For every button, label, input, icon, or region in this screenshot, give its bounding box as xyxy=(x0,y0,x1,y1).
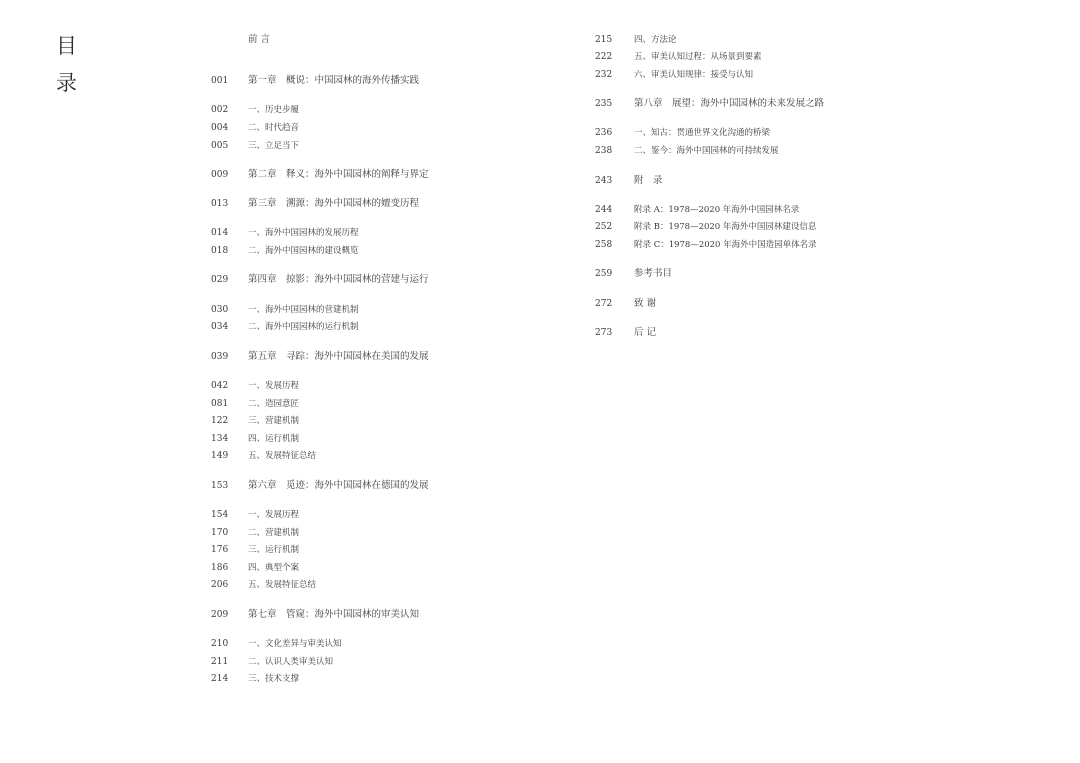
toc-page-number: 206 xyxy=(211,580,229,590)
toc-section-title: 二、鉴今：海外中国园林的可持续发展 xyxy=(634,146,779,156)
toc-chapter-title: 第二章 释义：海外中国园林的阐释与界定 xyxy=(248,169,429,180)
toc-page-number: 153 xyxy=(211,481,229,491)
toc-page-number: 039 xyxy=(211,352,229,362)
toc-section-title: 一、海外中国园林的营建机制 xyxy=(248,305,359,315)
toc-page-number: 258 xyxy=(595,240,613,250)
toc-page-number: 170 xyxy=(211,528,229,538)
toc-section-title: 二、营建机制 xyxy=(248,528,300,538)
toc-section-title: 附录 B：1978—2020 年海外中国园林建设信息 xyxy=(634,222,817,232)
toc-page-number: 186 xyxy=(211,563,229,573)
toc-page-number: 009 xyxy=(211,170,229,180)
toc-section-title: 三、技术支撑 xyxy=(248,674,300,684)
toc-chapter-title: 第五章 寻踪：海外中国园林在美国的发展 xyxy=(248,351,429,362)
toc-page-number: 215 xyxy=(595,35,613,45)
toc-page-number: 154 xyxy=(211,510,229,520)
toc-section-title: 四、方法论 xyxy=(634,35,677,45)
toc-page-number: 042 xyxy=(211,381,229,391)
toc-page-number: 236 xyxy=(595,128,613,138)
toc-section-title: 四、运行机制 xyxy=(248,434,300,444)
toc-page-number: 002 xyxy=(211,105,229,115)
toc-section-title: 六、审美认知规律：接受与认知 xyxy=(634,70,754,80)
toc-section-title: 二、海外中国园林的建设概览 xyxy=(248,246,359,256)
toc-page-number: 030 xyxy=(211,305,229,315)
toc-page-number: 134 xyxy=(211,434,229,444)
toc-section-title: 二、时代趋音 xyxy=(248,123,300,133)
toc-page-number: 211 xyxy=(211,657,229,667)
toc-section-title: 附录 A：1978—2020 年海外中国园林名录 xyxy=(634,205,800,215)
toc-section-title: 五、发展特征总结 xyxy=(248,451,317,461)
toc-page-number: 029 xyxy=(211,275,229,285)
toc-section-title: 四、典型个案 xyxy=(248,563,300,573)
toc-section-title: 三、运行机制 xyxy=(248,545,300,555)
toc-page-number: 001 xyxy=(211,76,229,86)
toc-page-number: 214 xyxy=(211,674,229,684)
toc-page-number: 238 xyxy=(595,146,613,156)
toc-page-number: 252 xyxy=(595,222,613,232)
toc-page-number: 232 xyxy=(595,70,613,80)
toc-section-title: 附录 C：1978—2020 年海外中国造园单体名录 xyxy=(634,240,817,250)
toc-page-number: 005 xyxy=(211,141,229,151)
toc-title-char-2: 录 xyxy=(56,71,77,95)
toc-page-number: 273 xyxy=(595,328,613,338)
toc-section-title: 一、海外中国园林的发展历程 xyxy=(248,228,359,238)
toc-page-number: 014 xyxy=(211,228,229,238)
toc-chapter-title: 致 谢 xyxy=(634,298,657,309)
toc-section-title: 五、发展特征总结 xyxy=(248,580,317,590)
toc-section-title: 二、造园意匠 xyxy=(248,399,300,409)
toc-section-title: 五、审美认知过程：从场景到要素 xyxy=(634,52,762,62)
toc-page-number: 244 xyxy=(595,205,613,215)
toc-chapter-title: 参考书目 xyxy=(634,268,673,279)
toc-chapter-title: 第八章 展望：海外中国园林的未来发展之路 xyxy=(634,98,825,109)
toc-page-number: 149 xyxy=(211,451,229,461)
toc-section-title: 三、立足当下 xyxy=(248,141,300,151)
toc-page-number: 081 xyxy=(211,399,229,409)
toc-page-number: 004 xyxy=(211,123,229,133)
toc-page-number: 176 xyxy=(211,545,229,555)
toc-chapter-title: 附 录 xyxy=(634,175,663,186)
toc-page-number: 259 xyxy=(595,269,613,279)
toc-page-number: 034 xyxy=(211,322,229,332)
toc-page-number: 272 xyxy=(595,299,613,309)
toc-page-number: 209 xyxy=(211,610,229,620)
toc-page-number: 210 xyxy=(211,639,229,649)
toc-chapter-title: 后 记 xyxy=(634,327,657,338)
toc-page-number: 013 xyxy=(211,199,229,209)
toc-section-title: 一、知古：贯通世界文化沟通的桥梁 xyxy=(634,128,771,138)
toc-chapter-title: 第四章 掠影：海外中国园林的营建与运行 xyxy=(248,274,429,285)
toc-section-title: 二、海外中国园林的运行机制 xyxy=(248,322,359,332)
toc-chapter-title: 第一章 概说：中国园林的海外传播实践 xyxy=(248,75,420,86)
toc-section-title: 三、营建机制 xyxy=(248,416,300,426)
toc-chapter-title: 第六章 觅迹：海外中国园林在德国的发展 xyxy=(248,480,429,491)
toc-chapter-title: 第三章 溯源：海外中国园林的嬗变历程 xyxy=(248,198,420,209)
toc-page-number: 243 xyxy=(595,176,613,186)
toc-chapter-title: 前 言 xyxy=(248,34,271,45)
toc-chapter-title: 第七章 管窥：海外中国园林的审美认知 xyxy=(248,609,420,620)
toc-section-title: 一、发展历程 xyxy=(248,510,300,520)
toc-section-title: 一、历史步履 xyxy=(248,105,300,115)
toc-page-number: 122 xyxy=(211,416,229,426)
toc-title-char-1: 目 xyxy=(56,34,77,58)
toc-page-number: 018 xyxy=(211,246,229,256)
toc-section-title: 二、认识人类审美认知 xyxy=(248,657,334,667)
toc-section-title: 一、发展历程 xyxy=(248,381,300,391)
toc-section-title: 一、文化差异与审美认知 xyxy=(248,639,342,649)
toc-page-number: 222 xyxy=(595,52,613,62)
toc-page-number: 235 xyxy=(595,99,613,109)
